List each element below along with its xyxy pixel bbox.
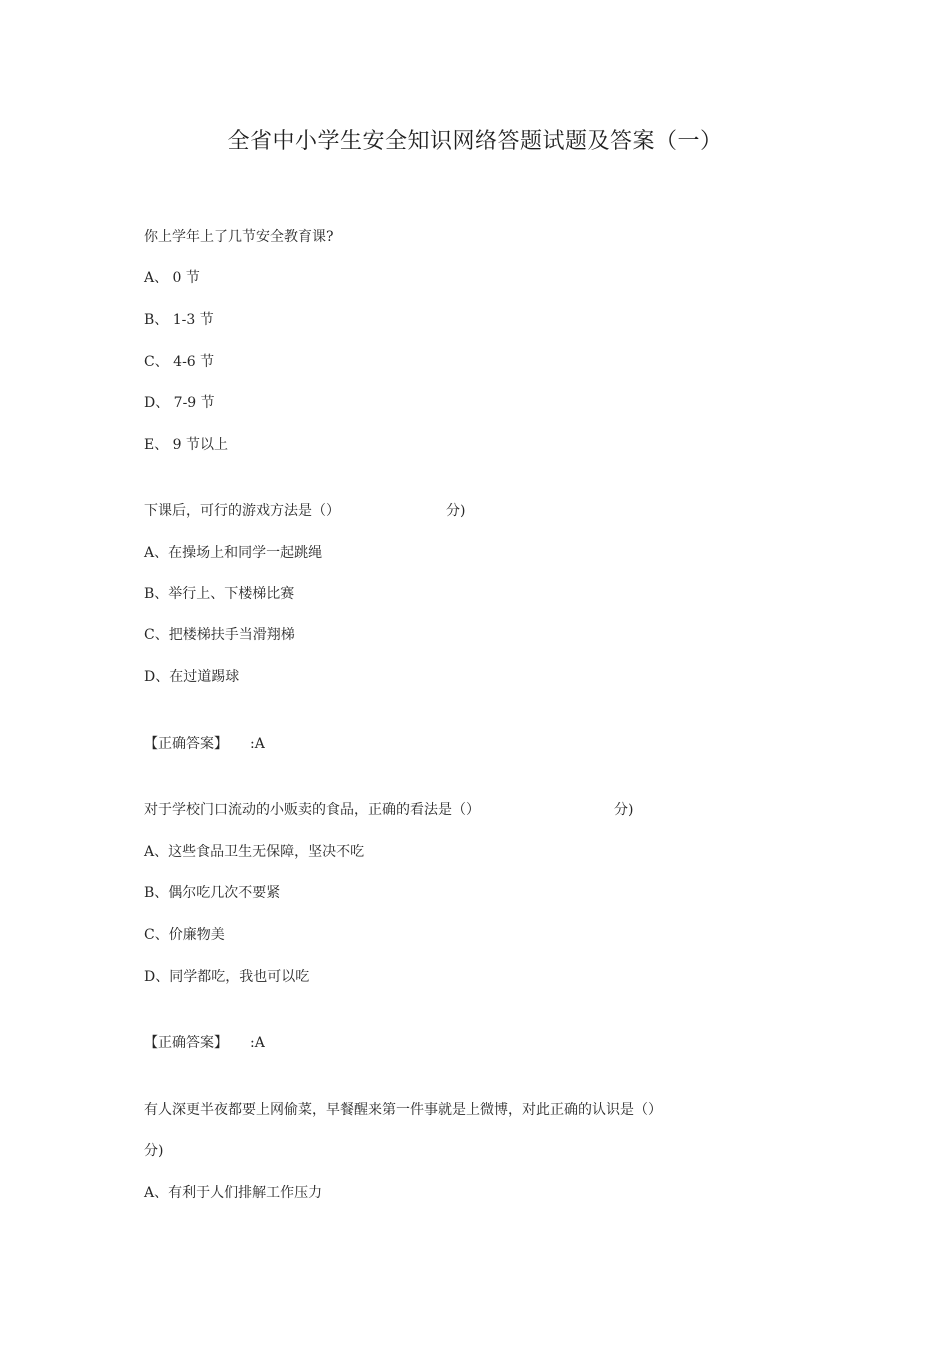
question-3-option-a: A、这些食品卫生无保障，坚决不吃 — [144, 844, 365, 860]
question-4-text: 有人深更半夜都要上网偷菜，早餐醒来第一件事就是上微博，对此正确的认识是（） — [144, 1102, 662, 1118]
answer-label: 【正确答案】 — [144, 736, 228, 752]
document-title: 全省中小学生安全知识网络答题试题及答案（一） — [227, 129, 723, 154]
answer-label: 【正确答案】 — [144, 1035, 228, 1051]
question-3-option-b: B、偶尔吃几次不要紧 — [144, 885, 281, 901]
question-2-option-d: D、在过道踢球 — [144, 669, 240, 685]
question-1-option-a: A、 0 节 — [144, 270, 200, 286]
question-1-option-c: C、 4-6 节 — [144, 354, 215, 370]
question-2-option-b: B、举行上、下楼梯比赛 — [144, 586, 295, 602]
question-3-score: 分) — [614, 802, 634, 818]
question-3-option-d: D、同学都吃，我也可以吃 — [144, 969, 310, 985]
question-1-option-e: E、 9 节以上 — [144, 437, 229, 453]
question-1-option-d: D、 7-9 节 — [144, 395, 215, 411]
question-2-answer — [144, 734, 265, 754]
question-4-option-a: A、有利于人们排解工作压力 — [144, 1185, 323, 1201]
question-1-text: 你上学年上了几节安全教育课? — [144, 229, 334, 245]
question-4-score: 分) — [144, 1143, 164, 1159]
question-3-text: 对于学校门口流动的小贩卖的食品，正确的看法是（） — [144, 802, 480, 818]
answer-value: :A — [250, 1035, 265, 1051]
answer-value: :A — [250, 736, 265, 752]
question-3-option-c: C、价廉物美 — [144, 927, 225, 943]
question-1-option-b: B、 1-3 节 — [144, 312, 214, 328]
question-3-answer — [144, 1033, 265, 1053]
question-2-option-c: C、把楼梯扶手当滑翔梯 — [144, 627, 295, 643]
question-2-score: 分) — [446, 503, 466, 519]
question-2-text: 下课后，可行的游戏方法是（） — [144, 503, 340, 519]
question-2-option-a: A、在操场上和同学一起跳绳 — [144, 545, 323, 561]
